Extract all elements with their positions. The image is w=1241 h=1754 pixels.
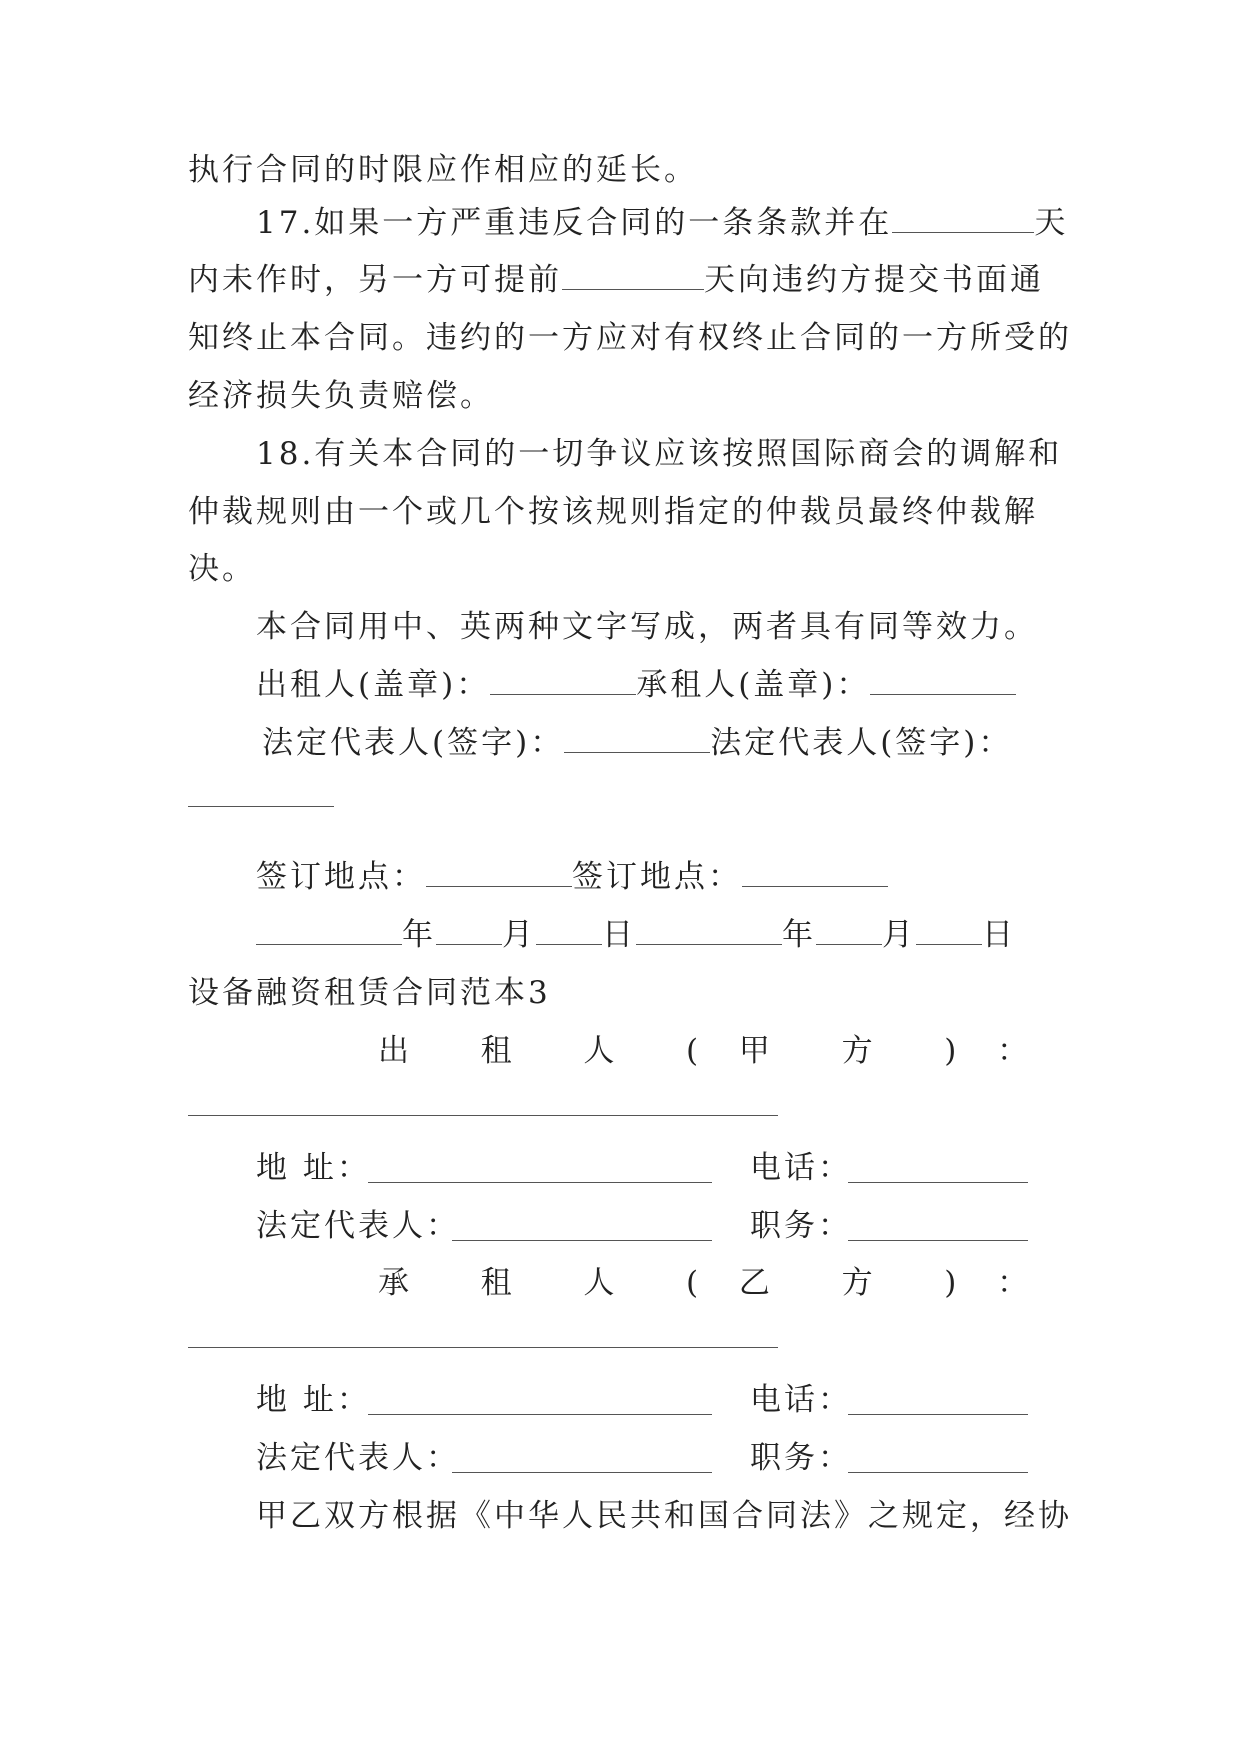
place-label: 签订地点： [256, 859, 426, 895]
rep-sign-blank [564, 726, 710, 753]
heading-char: 方 [841, 1033, 904, 1069]
party-a-position-label: 职务： [750, 1208, 852, 1244]
heading-char: 甲 [738, 1033, 801, 1069]
heading-char: 租 [480, 1265, 543, 1301]
template-title: 设备融资租赁合同范本3 [188, 975, 551, 1011]
party-a-phone-rule [848, 1182, 1028, 1183]
clause-text: 天 [1034, 205, 1069, 241]
place-blank [426, 860, 572, 887]
year-label: 年 [402, 917, 436, 953]
party-b-address-rule [368, 1414, 712, 1415]
party-b-rep-label: 法定代表人： [256, 1440, 460, 1476]
blank-days-2 [562, 263, 704, 290]
month-blank [816, 918, 882, 945]
heading-char: ( [686, 1265, 699, 1301]
day-label: 日 [602, 917, 636, 953]
heading-char: ) [944, 1033, 957, 1069]
lessee-seal-label: 承租人(盖章)： [636, 667, 871, 703]
lessee-seal-blank [870, 668, 1016, 695]
year-blank [256, 918, 402, 945]
year-label: 年 [782, 917, 816, 953]
blank-days-1 [892, 206, 1034, 233]
month-label: 月 [502, 917, 536, 953]
clause-17-line-2 [188, 260, 1044, 300]
sign-place-line [256, 857, 888, 897]
clause-text: 17.如果一方严重违反合同的一条条款并在 [256, 205, 893, 241]
heading-char: ： [997, 1033, 1029, 1069]
place-blank [742, 860, 888, 887]
rep-sign-line [262, 723, 1012, 763]
rep-sign-label: 法定代表人(签字)： [710, 725, 1013, 761]
heading-char: ： [997, 1265, 1029, 1301]
party-b-heading [378, 1263, 1028, 1303]
month-label: 月 [882, 917, 916, 953]
lessor-seal-label: 出租人(盖章)： [256, 667, 491, 703]
paragraph-line: 执行合同的时限应作相应的延长。 [188, 152, 698, 188]
clause-18-line-2: 仲裁规则由一个或几个按该规则指定的仲裁员最终仲裁解 [188, 494, 1038, 530]
heading-char: ( [686, 1033, 699, 1069]
preamble-line: 甲乙双方根据《中华人民共和国合同法》之规定，经协 [256, 1498, 1072, 1534]
day-label: 日 [982, 917, 1016, 953]
clause-18-line-3: 决。 [188, 551, 256, 587]
clause-17-line-3: 知终止本合同。违约的一方应对有权终止合同的一方所受的 [188, 320, 1072, 356]
heading-char: 承 [378, 1265, 440, 1301]
party-b-phone-rule [848, 1414, 1028, 1415]
rep-sign-label: 法定代表人(签字)： [262, 725, 565, 761]
heading-char: 人 [583, 1033, 646, 1069]
party-a-address-label: 地 址： [256, 1150, 371, 1186]
clause-17-line-4: 经济损失负责赔偿。 [188, 378, 494, 414]
party-a-address-rule [368, 1182, 712, 1183]
seal-line [256, 665, 1016, 705]
party-a-position-rule [848, 1240, 1028, 1241]
party-b-address-label: 地 址： [256, 1382, 371, 1418]
lessor-seal-blank [490, 668, 636, 695]
clause-18-line-1: 18.有关本合同的一切争议应该按照国际商会的调解和 [256, 436, 1063, 472]
heading-char: 方 [841, 1265, 904, 1301]
party-a-heading [378, 1031, 1028, 1071]
signature-blank-rule [188, 806, 334, 807]
clause-text: 内未作时，另一方可提前 [188, 262, 562, 298]
heading-char: 出 [378, 1033, 440, 1069]
place-label: 签订地点： [572, 859, 742, 895]
clause-17-line-1 [256, 203, 1068, 243]
language-note: 本合同用中、英两种文字写成，两者具有同等效力。 [256, 609, 1038, 645]
party-b-phone-label: 电话： [750, 1382, 852, 1418]
party-b-position-rule [848, 1472, 1028, 1473]
day-blank [536, 918, 602, 945]
party-a-phone-label: 电话： [750, 1150, 852, 1186]
party-a-rep-label: 法定代表人： [256, 1208, 460, 1244]
party-a-rep-rule [452, 1240, 712, 1241]
day-blank [916, 918, 982, 945]
clause-text: 天向违约方提交书面通 [704, 262, 1044, 298]
heading-char: 租 [480, 1033, 543, 1069]
month-blank [436, 918, 502, 945]
date-line [256, 915, 1016, 955]
party-a-name-rule [188, 1115, 778, 1116]
party-b-position-label: 职务： [750, 1440, 852, 1476]
party-b-rep-rule [452, 1472, 712, 1473]
year-blank [636, 918, 782, 945]
party-b-name-rule [188, 1347, 778, 1348]
heading-char: ) [944, 1265, 957, 1301]
heading-char: 乙 [738, 1265, 801, 1301]
heading-char: 人 [583, 1265, 646, 1301]
